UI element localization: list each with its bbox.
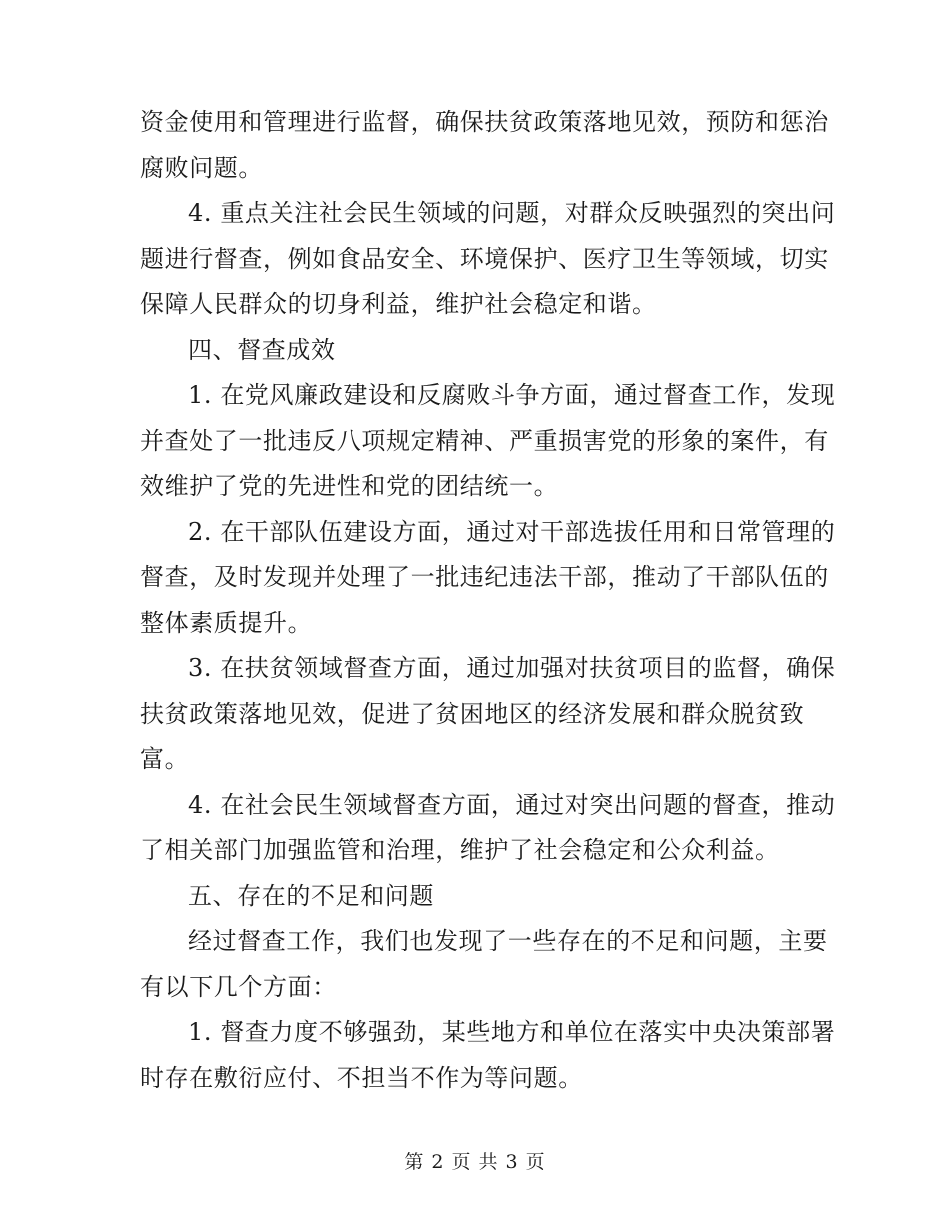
document-body	[140, 100, 836, 1101]
paragraph-problem-1	[140, 1010, 836, 1101]
text-line: 2. 在干部队伍建设方面，通过对干部选拔任用和日常管理的	[188, 517, 836, 546]
text-line: 1. 督查力度不够强劲，某些地方和单位在落实中央决策部署	[188, 1018, 836, 1046]
text-line: 四、督查成效	[188, 335, 336, 364]
paragraph-continuation	[140, 100, 829, 191]
text-line: 督查，及时发现并处理了一批违纪违法干部，推动了干部队伍的	[140, 563, 829, 591]
text-line: 保障人民群众的切身利益，维护社会稳定和谐。	[140, 290, 657, 318]
text-line: 扶贫政策落地见效，促进了贫困地区的经济发展和群众脱贫致	[140, 699, 805, 728]
section-heading-problems	[140, 874, 812, 920]
paragraph-problems-intro	[140, 919, 828, 1010]
text-line: 1. 在党风廉政建设和反腐败斗争方面，通过督查工作，发现	[188, 381, 836, 409]
text-line: 五、存在的不足和问题	[188, 881, 434, 910]
text-line: 资金使用和管理进行监督，确保扶贫政策落地见效，预防和惩治	[140, 108, 829, 136]
page-number-footer: 第 2 页 共 3 页	[404, 1151, 546, 1173]
paragraph-result-4	[140, 783, 836, 874]
text-line: 了相关部门加强监管和治理，维护了社会稳定和公众利益。	[140, 836, 780, 864]
section-heading-results	[140, 328, 812, 374]
paragraph-item-4-focus	[140, 191, 836, 328]
text-line: 并查处了一批违反八项规定精神、严重损害党的形象的案件，有	[140, 426, 829, 455]
paragraph-result-1	[140, 373, 836, 510]
text-line: 4. 在社会民生领域督查方面，通过对突出问题的督查，推动	[188, 790, 836, 819]
text-line: 腐败问题。	[140, 153, 263, 182]
text-line: 整体素质提升。	[140, 608, 313, 637]
paragraph-result-2	[140, 510, 836, 647]
paragraph-result-3	[140, 646, 836, 783]
text-line: 效维护了党的先进性和党的团结统一。	[140, 472, 559, 500]
text-line: 时存在敷衍应付、不担当不作为等问题。	[140, 1063, 583, 1092]
text-line: 富。	[140, 745, 190, 773]
text-line: 4. 重点关注社会民生领域的问题，对群众反映强烈的突出问	[188, 199, 836, 227]
text-line: 有以下几个方面：	[140, 972, 337, 1001]
text-line: 经过督查工作，我们也发现了一些存在的不足和问题，主要	[188, 927, 828, 955]
text-line: 3. 在扶贫领域督查方面，通过加强对扶贫项目的监督，确保	[188, 654, 836, 682]
text-line: 题进行督查，例如食品安全、环境保护、医疗卫生等领域，切实	[140, 244, 829, 273]
